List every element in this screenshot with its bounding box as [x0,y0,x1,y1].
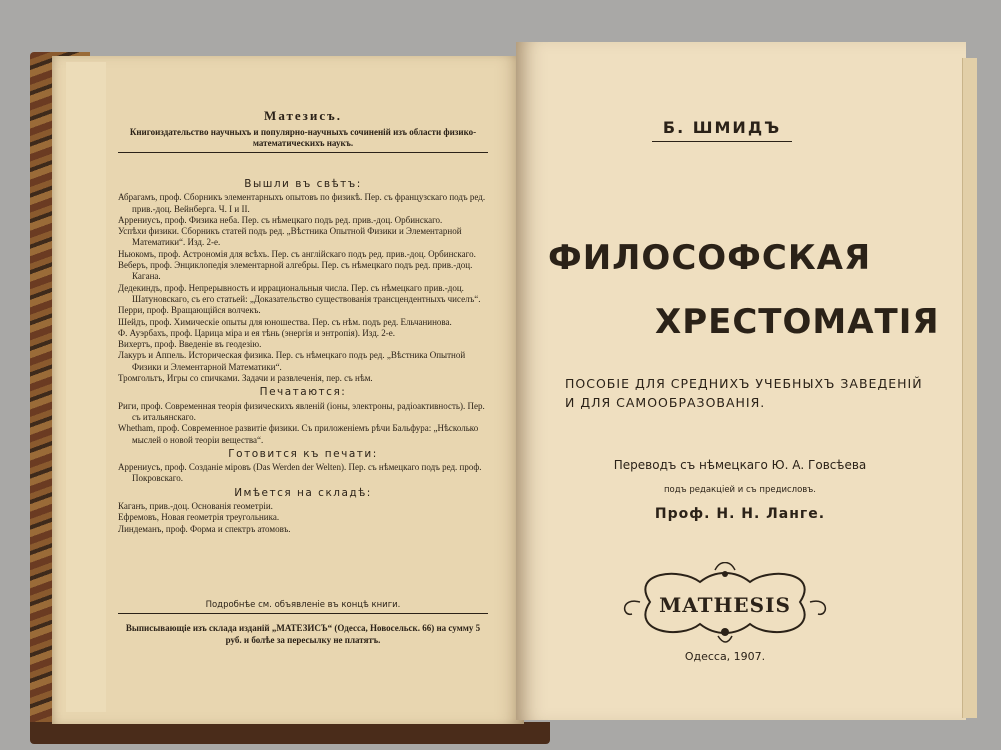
catalog-footer: Выписывающіе изъ склада изданій „МАТЕЗИСЪ“ (Одесса, Новосельск. 66) на сумму 5 руб. и болѣе за пересылку не платятъ. [125,623,481,645]
catalog-entry: Тромгольтъ, Игры со спичками. Задачи и развлеченія, пер. съ нѣм. [118,373,373,384]
printing-list [118,401,488,446]
catalog-entry: Ф. Ауэрбахъ, проф. Царица міра и ея тѣнь (энергія и энтропія). Изд. 2-е. [118,327,396,338]
editor-name: Проф. Н. Н. Ланге. [654,506,826,522]
catalog-entry: Вихертъ, проф. Введеніе въ геодезію. [118,339,262,350]
catalog-entry: Линдеманъ, проф. Форма и спектръ атомовъ. [118,523,291,534]
footer-divider [118,613,488,614]
title-line-1: ФИЛОСОФСКАЯ [548,238,872,278]
section-published: Вышли въ свѣтъ: [244,178,362,190]
publisher-logo-text: MATHESIS [659,593,791,617]
author-name: Б. ШМИДЪ [652,118,792,142]
subtitle [565,374,945,412]
title-line-2: ХРЕСТОМАТІЯ [655,302,940,342]
catalog-entry: Лакуръ и Аппель. Историческая физика. Пер. съ нѣмецкаго подъ ред. „Вѣстника Опытной Физики и Элементарной Математики“. [118,350,466,372]
catalog-entry: Каганъ, прив.-доц. Основанія геометріи. [118,501,273,512]
page-edges [962,58,977,718]
preparing-list [118,462,488,485]
section-preparing: Готовится къ печати: [228,447,378,460]
translation-credit: Переводъ съ нѣмецкаго Ю. А. Говсѣева [613,458,867,472]
section-printing: Печатаются: [259,386,347,399]
catalog-list [118,176,488,535]
city-year: Одесса, 1907. [684,650,766,663]
catalog-entry: Шейдъ, проф. Химическіе опыты для юношества. Пер. съ нѣм. подъ ред. Ельчанинова. [118,316,452,327]
left-page-margin [66,62,106,712]
catalog-entry: Аррениусъ, проф. Созданіе міровъ (Das Werden der Welten). Пер. съ нѣмецкаго подъ ред. проф. Покровскаго. [118,462,482,484]
catalog-entry: Успѣхи физики. Сборникъ статей подъ ред. „Вѣстника Опытной Физики и Элементарной Математики“. Изд. 2-е. [118,226,462,248]
header-divider [118,152,488,153]
section-stock: Имѣется на складѣ: [234,486,372,499]
subtitle-line-1: ПОСОБІЕ ДЛЯ СРЕДНИХЪ УЧЕБНЫХЪ ЗАВЕДЕНІЙ [565,376,923,391]
editor-line: подъ редакціей и съ предисловъ. [663,485,816,495]
publisher-header: Матезисъ. [264,108,342,123]
catalog-entry: Веберъ, проф. Энциклопедія элементарной алгебры. Пер. съ нѣмецкаго подъ ред. прив.-доц. Кагана. [118,260,473,282]
catalog-entry: Абрагамъ, проф. Сборникъ элементарныхъ опытовъ по физикѣ. Пер. съ французскаго подъ ред. прив.-доц. Вейнберга. Ч. I и II. [118,192,486,214]
catalog-note: Подробнѣе см. объявленіе въ концѣ книги. [205,600,401,610]
stock-list [118,501,488,535]
published-list [118,192,488,384]
catalog-entry: Ньюкомъ, проф. Астрономія для всѣхъ. Пер. съ англійскаго подъ ред. прив.-доц. Орбинскаго. [118,248,476,259]
publisher-subheader: Книгоиздательство научныхъ и популярно-научныхъ сочиненій изъ области физико-математическихъ наукъ. [129,127,477,148]
subtitle-line-2: И ДЛЯ САМООБРАЗОВАНІЯ. [565,395,766,410]
catalog-entry: Перри, проф. Вращающійся волчекъ. [118,305,261,316]
catalog-entry: Whetham, проф. Современное развитіе физики. Съ приложеніемъ рѣчи Бальфура: „Нѣсколько мыслей о новой теоріи вещества“. [118,423,479,445]
catalog-entry: Дедекиндъ, проф. Непрерывность и иррациональныя числа. Пер. съ нѣмецкаго прив.-доц. Шатуновскаго, съ его статьей: „Доказательство существованія трансцендентныхъ чиселъ“. [118,282,481,304]
book-cover-edge [30,722,550,744]
catalog-entry: Ефремовъ, Новая геометрія треугольника. [118,512,280,523]
catalog-entry: Аррениусъ, проф. Физика неба. Пер. съ нѣмецкаго подъ ред. прив.-доц. Орбинскаго. [118,214,443,225]
catalog-entry: Риги, проф. Современная теорія физическихъ явленій (іоны, электроны, радіоактивность). Пер. съ итальянскаго. [118,400,485,422]
